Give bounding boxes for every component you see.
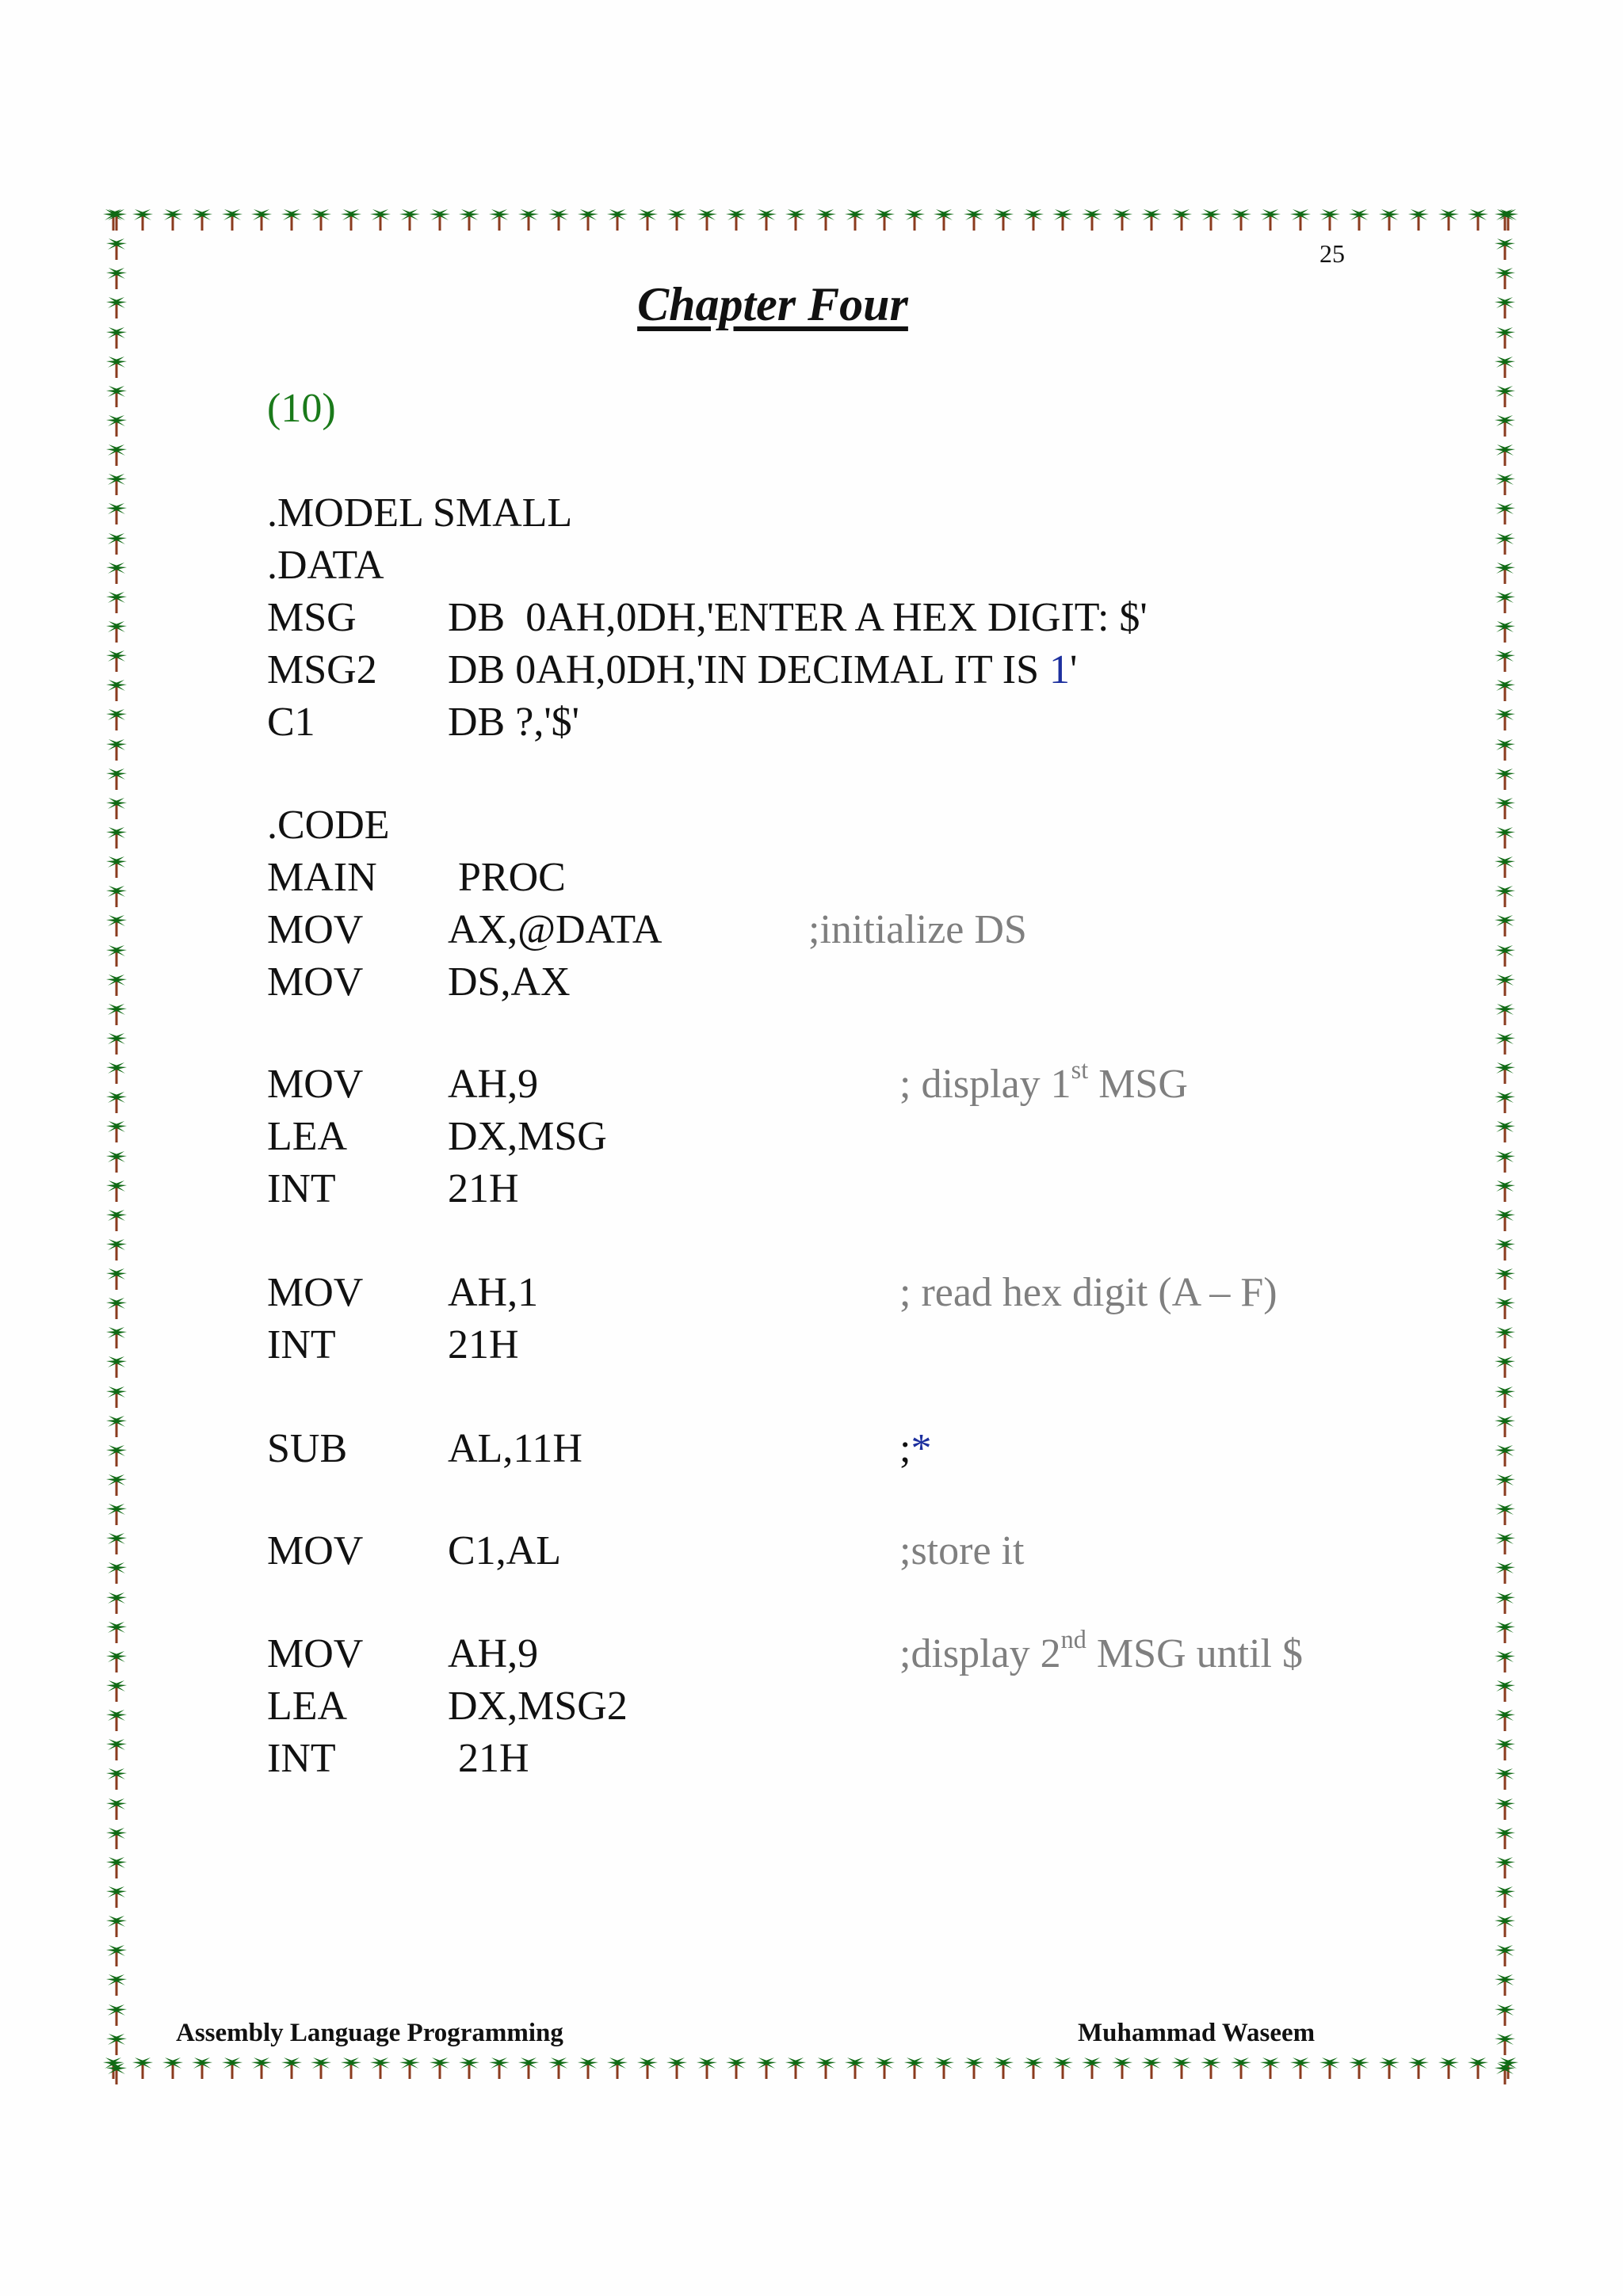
palm-tree-icon xyxy=(1493,913,1517,937)
chapter-title: Chapter Four xyxy=(637,278,908,330)
code-operand: 21H xyxy=(448,1736,529,1781)
palm-tree-icon xyxy=(105,1855,128,1879)
code-comment xyxy=(899,1055,1188,1107)
palm-tree-icon xyxy=(1493,472,1517,496)
palm-tree-icon xyxy=(1466,208,1490,231)
code-line-model: .MODEL SMALL xyxy=(267,490,573,536)
palm-tree-icon xyxy=(1493,944,1517,967)
palm-tree-icon xyxy=(1493,1473,1517,1497)
palm-tree-icon xyxy=(457,2056,481,2080)
palm-tree-icon xyxy=(1493,1032,1517,1055)
palm-tree-icon xyxy=(962,2056,986,2080)
code-operand: DS,AX xyxy=(448,959,571,1005)
footer-book-title: Assembly Language Programming xyxy=(176,2019,563,2047)
palm-tree-icon xyxy=(1493,237,1517,261)
palm-tree-icon xyxy=(1199,208,1223,231)
palm-tree-icon xyxy=(1493,1708,1517,1732)
code-opcode: INT xyxy=(267,1166,336,1211)
palm-tree-icon xyxy=(105,355,128,379)
palm-tree-icon xyxy=(105,2032,128,2056)
palm-tree-icon xyxy=(1493,1385,1517,1409)
palm-tree-icon xyxy=(105,414,128,437)
palm-tree-icon xyxy=(250,2056,273,2080)
palm-tree-icon xyxy=(105,855,128,879)
comment-text: MSG until $ xyxy=(1086,1631,1303,1676)
palm-tree-icon xyxy=(105,913,128,937)
code-label: MSG2 xyxy=(267,647,377,692)
palm-tree-icon xyxy=(105,620,128,643)
palm-tree-icon xyxy=(105,944,128,967)
code-operand: AH,9 xyxy=(448,1631,539,1676)
palm-tree-icon xyxy=(784,208,808,231)
code-label: MSG xyxy=(267,595,357,640)
palm-tree-icon xyxy=(1258,2056,1282,2080)
palm-tree-icon xyxy=(1493,414,1517,437)
code-opcode: LEA xyxy=(267,1684,348,1729)
footer-author: Muhammad Waseem xyxy=(1078,2019,1316,2047)
palm-tree-icon xyxy=(1051,2056,1075,2080)
palm-tree-icon xyxy=(190,208,214,231)
palm-tree-icon xyxy=(105,1267,128,1291)
palm-tree-icon xyxy=(105,1591,128,1615)
page-border-left xyxy=(101,208,132,2085)
palm-tree-icon xyxy=(1493,707,1517,731)
palm-tree-icon xyxy=(105,1914,128,1938)
palm-tree-icon xyxy=(1493,884,1517,908)
code-operand: DX,MSG2 xyxy=(448,1684,628,1729)
palm-tree-icon xyxy=(1493,620,1517,643)
palm-tree-icon xyxy=(369,208,392,231)
palm-tree-icon xyxy=(1493,384,1517,408)
palm-tree-icon xyxy=(1493,1620,1517,1644)
palm-tree-icon xyxy=(487,208,511,231)
code-comment: ; read hex digit (A – F) xyxy=(899,1270,1277,1315)
palm-tree-icon xyxy=(1407,2056,1430,2080)
code-operand: AL,11H xyxy=(448,1426,582,1471)
ordinal-suffix: nd xyxy=(1060,1624,1086,1653)
palm-tree-icon xyxy=(695,208,719,231)
palm-tree-icon xyxy=(1289,208,1312,231)
palm-tree-icon xyxy=(105,472,128,496)
palm-tree-icon xyxy=(1407,208,1430,231)
palm-tree-icon xyxy=(1493,1591,1517,1615)
code-operand-text: ' xyxy=(1070,647,1078,692)
palm-tree-icon xyxy=(1466,2056,1490,2080)
palm-tree-icon xyxy=(339,208,363,231)
palm-tree-icon xyxy=(1493,1679,1517,1703)
palm-tree-icon xyxy=(1493,355,1517,379)
page-border-top xyxy=(101,208,1520,238)
palm-tree-icon xyxy=(1140,208,1163,231)
palm-tree-icon xyxy=(1080,2056,1104,2080)
palm-tree-icon xyxy=(1377,2056,1401,2080)
palm-tree-icon xyxy=(1493,1826,1517,1850)
palm-tree-icon xyxy=(1229,208,1253,231)
highlighted-digit: 1 xyxy=(1049,647,1071,692)
code-operand: 21H xyxy=(448,1322,519,1367)
palm-tree-icon xyxy=(1022,2056,1045,2080)
palm-tree-icon xyxy=(1493,1561,1517,1585)
palm-tree-icon xyxy=(105,738,128,761)
palm-tree-icon xyxy=(1493,208,1517,231)
palm-tree-icon xyxy=(105,1296,128,1320)
palm-tree-icon xyxy=(903,208,926,231)
code-operand: DB ?,'$' xyxy=(448,700,580,745)
palm-tree-icon xyxy=(932,208,956,231)
palm-tree-icon xyxy=(1493,2032,1517,2056)
page-border-bottom xyxy=(101,2056,1520,2086)
code-operand: DX,MSG xyxy=(448,1114,607,1159)
code-operand: PROC xyxy=(448,855,566,900)
palm-tree-icon xyxy=(1080,208,1104,231)
palm-tree-icon xyxy=(1377,208,1401,231)
palm-tree-icon xyxy=(991,208,1015,231)
palm-tree-icon xyxy=(547,208,571,231)
palm-tree-icon xyxy=(1493,1502,1517,1526)
palm-tree-icon xyxy=(105,767,128,791)
palm-tree-icon xyxy=(105,1179,128,1203)
palm-tree-icon xyxy=(1493,767,1517,791)
palm-tree-icon xyxy=(1493,590,1517,614)
palm-tree-icon xyxy=(1437,208,1461,231)
code-opcode: MOV xyxy=(267,959,364,1005)
palm-tree-icon xyxy=(105,707,128,731)
palm-tree-icon xyxy=(280,2056,304,2080)
palm-tree-icon xyxy=(1051,208,1075,231)
palm-tree-icon xyxy=(1493,1208,1517,1232)
palm-tree-icon xyxy=(932,2056,956,2080)
asterisk-marker: * xyxy=(911,1426,932,1471)
palm-tree-icon xyxy=(962,208,986,231)
code-operand: DB 0AH,0DH,'ENTER A HEX DIGIT: $' xyxy=(448,595,1148,640)
palm-tree-icon xyxy=(161,208,185,231)
palm-tree-icon xyxy=(428,208,452,231)
comment-text: ; xyxy=(899,1426,911,1471)
palm-tree-icon xyxy=(105,1679,128,1703)
comment-text: ;display 2 xyxy=(899,1631,1061,1676)
palm-tree-icon xyxy=(1493,1325,1517,1349)
palm-tree-icon xyxy=(1347,208,1371,231)
palm-tree-icon xyxy=(339,2056,363,2080)
palm-tree-icon xyxy=(724,2056,748,2080)
palm-tree-icon xyxy=(1493,2061,1517,2085)
palm-tree-icon xyxy=(814,208,838,231)
palm-tree-icon xyxy=(105,1385,128,1409)
palm-tree-icon xyxy=(161,2056,185,2080)
code-operand xyxy=(448,647,1078,692)
palm-tree-icon xyxy=(1493,649,1517,673)
code-comment xyxy=(899,1624,1303,1676)
palm-tree-icon xyxy=(105,384,128,408)
palm-tree-icon xyxy=(105,1444,128,1467)
palm-tree-icon xyxy=(1493,1179,1517,1203)
palm-tree-icon xyxy=(1493,1914,1517,1938)
palm-tree-icon xyxy=(873,2056,896,2080)
code-operand: C1,AL xyxy=(448,1528,561,1573)
palm-tree-icon xyxy=(105,1032,128,1055)
palm-tree-icon xyxy=(1170,2056,1193,2080)
palm-tree-icon xyxy=(105,208,128,231)
palm-tree-icon xyxy=(1493,1414,1517,1438)
palm-tree-icon xyxy=(398,2056,422,2080)
palm-tree-icon xyxy=(1022,208,1045,231)
palm-tree-icon xyxy=(1493,1150,1517,1173)
code-operand: AH,1 xyxy=(448,1270,539,1315)
palm-tree-icon xyxy=(428,2056,452,2080)
palm-tree-icon xyxy=(665,208,689,231)
comment-text: MSG xyxy=(1088,1062,1188,1107)
palm-tree-icon xyxy=(250,208,273,231)
palm-tree-icon xyxy=(1493,443,1517,467)
palm-tree-icon xyxy=(487,2056,511,2080)
palm-tree-icon xyxy=(105,1119,128,1143)
palm-tree-icon xyxy=(220,208,244,231)
palm-tree-icon xyxy=(105,1650,128,1673)
palm-tree-icon xyxy=(105,1943,128,1967)
palm-tree-icon xyxy=(1170,208,1193,231)
code-comment: ;initialize DS xyxy=(808,907,1027,952)
palm-tree-icon xyxy=(105,1620,128,1644)
palm-tree-icon xyxy=(665,2056,689,2080)
palm-tree-icon xyxy=(105,1355,128,1379)
palm-tree-icon xyxy=(131,208,155,231)
palm-tree-icon xyxy=(105,1473,128,1497)
palm-tree-icon xyxy=(1493,1973,1517,1997)
palm-tree-icon xyxy=(1318,2056,1342,2080)
ordinal-suffix: st xyxy=(1071,1055,1089,1084)
palm-tree-icon xyxy=(1493,1797,1517,1821)
palm-tree-icon xyxy=(1493,973,1517,997)
palm-tree-icon xyxy=(1199,2056,1223,2080)
palm-tree-icon xyxy=(873,208,896,231)
palm-tree-icon xyxy=(105,1090,128,1114)
palm-tree-icon xyxy=(1493,1531,1517,1555)
palm-tree-icon xyxy=(1493,1090,1517,1114)
palm-tree-icon xyxy=(1493,1943,1517,1967)
palm-tree-icon xyxy=(784,2056,808,2080)
palm-tree-icon xyxy=(105,1885,128,1909)
palm-tree-icon xyxy=(1493,678,1517,702)
palm-tree-icon xyxy=(131,2056,155,2080)
palm-tree-icon xyxy=(1493,532,1517,555)
palm-tree-icon xyxy=(220,2056,244,2080)
palm-tree-icon xyxy=(105,884,128,908)
code-line-code: .CODE xyxy=(267,803,390,848)
palm-tree-icon xyxy=(309,2056,333,2080)
palm-tree-icon xyxy=(105,826,128,849)
palm-tree-icon xyxy=(903,2056,926,2080)
palm-tree-icon xyxy=(724,208,748,231)
palm-tree-icon xyxy=(1318,208,1342,231)
palm-tree-icon xyxy=(517,208,540,231)
palm-tree-icon xyxy=(105,237,128,261)
palm-tree-icon xyxy=(1493,1737,1517,1761)
palm-tree-icon xyxy=(547,2056,571,2080)
palm-tree-icon xyxy=(1110,2056,1134,2080)
exercise-number: (10) xyxy=(267,386,336,431)
comment-text: ; display 1 xyxy=(899,1062,1071,1107)
palm-tree-icon xyxy=(105,2061,128,2085)
palm-tree-icon xyxy=(1493,1119,1517,1143)
palm-tree-icon xyxy=(1437,2056,1461,2080)
palm-tree-icon xyxy=(369,2056,392,2080)
palm-tree-icon xyxy=(105,1797,128,1821)
palm-tree-icon xyxy=(1493,502,1517,525)
palm-tree-icon xyxy=(1493,855,1517,879)
palm-tree-icon xyxy=(105,1708,128,1732)
palm-tree-icon xyxy=(105,1150,128,1173)
palm-tree-icon xyxy=(105,1061,128,1085)
code-label: C1 xyxy=(267,700,315,745)
code-opcode: INT xyxy=(267,1736,336,1781)
palm-tree-icon xyxy=(1347,2056,1371,2080)
palm-tree-icon xyxy=(814,2056,838,2080)
palm-tree-icon xyxy=(105,561,128,585)
palm-tree-icon xyxy=(105,678,128,702)
code-opcode: SUB xyxy=(267,1426,348,1471)
palm-tree-icon xyxy=(105,502,128,525)
palm-tree-icon xyxy=(105,973,128,997)
palm-tree-icon xyxy=(105,1767,128,1791)
code-opcode: MOV xyxy=(267,1270,364,1315)
palm-tree-icon xyxy=(105,532,128,555)
code-comment: ;store it xyxy=(899,1528,1025,1573)
palm-tree-icon xyxy=(190,2056,214,2080)
palm-tree-icon xyxy=(754,2056,778,2080)
palm-tree-icon xyxy=(309,208,333,231)
palm-tree-icon xyxy=(1493,1355,1517,1379)
code-operand: AX,@DATA xyxy=(448,907,663,952)
palm-tree-icon xyxy=(843,2056,867,2080)
code-comment xyxy=(899,1428,931,1470)
palm-tree-icon xyxy=(1493,1444,1517,1467)
palm-tree-icon xyxy=(636,2056,659,2080)
code-opcode: LEA xyxy=(267,1114,348,1159)
palm-tree-icon xyxy=(105,1414,128,1438)
palm-tree-icon xyxy=(105,796,128,820)
palm-tree-icon xyxy=(105,1238,128,1261)
palm-tree-icon xyxy=(105,1826,128,1850)
code-opcode: INT xyxy=(267,1322,336,1367)
palm-tree-icon xyxy=(695,2056,719,2080)
palm-tree-icon xyxy=(605,208,629,231)
palm-tree-icon xyxy=(576,208,600,231)
palm-tree-icon xyxy=(1493,561,1517,585)
palm-tree-icon xyxy=(636,208,659,231)
palm-tree-icon xyxy=(1140,2056,1163,2080)
palm-tree-icon xyxy=(1493,1238,1517,1261)
palm-tree-icon xyxy=(517,2056,540,2080)
palm-tree-icon xyxy=(1493,796,1517,820)
palm-tree-icon xyxy=(105,443,128,467)
palm-tree-icon xyxy=(576,2056,600,2080)
palm-tree-icon xyxy=(105,1973,128,1997)
palm-tree-icon xyxy=(398,208,422,231)
palm-tree-icon xyxy=(105,2003,128,2027)
palm-tree-icon xyxy=(1493,1885,1517,1909)
palm-tree-icon xyxy=(1493,1061,1517,1085)
page-number: 25 xyxy=(1319,239,1345,268)
palm-tree-icon xyxy=(105,1531,128,1555)
code-line-data: .DATA xyxy=(267,543,384,588)
palm-tree-icon xyxy=(1493,1855,1517,1879)
palm-tree-icon xyxy=(105,590,128,614)
palm-tree-icon xyxy=(105,1502,128,1526)
page-border-right xyxy=(1490,208,1520,2085)
palm-tree-icon xyxy=(1493,1767,1517,1791)
palm-tree-icon xyxy=(1493,1002,1517,1026)
palm-tree-icon xyxy=(105,1325,128,1349)
palm-tree-icon xyxy=(457,208,481,231)
code-operand: AH,9 xyxy=(448,1062,539,1107)
palm-tree-icon xyxy=(1289,2056,1312,2080)
palm-tree-icon xyxy=(843,208,867,231)
palm-tree-icon xyxy=(1258,208,1282,231)
palm-tree-icon xyxy=(1493,2003,1517,2027)
code-opcode: MOV xyxy=(267,1062,364,1107)
code-opcode: MOV xyxy=(267,907,364,952)
code-label: MAIN xyxy=(267,855,377,900)
palm-tree-icon xyxy=(1229,2056,1253,2080)
palm-tree-icon xyxy=(105,1208,128,1232)
palm-tree-icon xyxy=(280,208,304,231)
palm-tree-icon xyxy=(1493,1267,1517,1291)
palm-tree-icon xyxy=(105,1561,128,1585)
palm-tree-icon xyxy=(1493,826,1517,849)
code-opcode: MOV xyxy=(267,1631,364,1676)
palm-tree-icon xyxy=(605,2056,629,2080)
palm-tree-icon xyxy=(754,208,778,231)
code-opcode: MOV xyxy=(267,1528,364,1573)
code-operand-text: DB 0AH,0DH,'IN DECIMAL IT IS xyxy=(448,647,1050,692)
palm-tree-icon xyxy=(1493,1650,1517,1673)
palm-tree-icon xyxy=(105,649,128,673)
palm-tree-icon xyxy=(1110,208,1134,231)
code-operand: 21H xyxy=(448,1166,519,1211)
palm-tree-icon xyxy=(105,1737,128,1761)
palm-tree-icon xyxy=(1493,1296,1517,1320)
palm-tree-icon xyxy=(991,2056,1015,2080)
palm-tree-icon xyxy=(1493,738,1517,761)
palm-tree-icon xyxy=(105,1002,128,1026)
